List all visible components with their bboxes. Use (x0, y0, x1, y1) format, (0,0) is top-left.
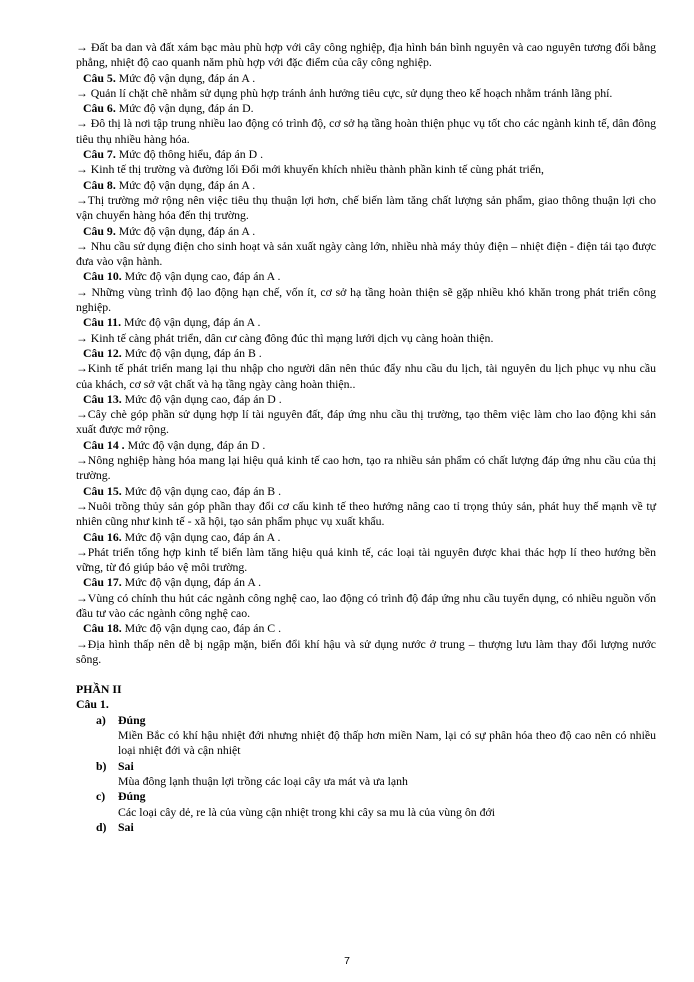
question-explanation: → Những vùng trình độ lao động hạn chế, vốn ít, cơ sở hạ tầng hoàn thiện sẽ gặp nhiều khó khăn trong phát triển công nghiệp. (76, 284, 656, 315)
question-header (76, 346, 656, 361)
question-label: Câu 14 . (83, 437, 125, 452)
question-header (76, 147, 656, 162)
statement-item (76, 759, 656, 790)
question-explanation: →Thị trường mở rộng nên việc tiêu thụ thuận lợi hơn, chế biến làm tăng chất lượng sản phẩm, giao thông thuận lợi cho vận chuyển hàng hóa đến thị trường. (76, 192, 656, 223)
statement-verdict: Đúng (118, 712, 146, 727)
question-level: Mức độ vận dụng cao, đáp án D . (121, 391, 282, 406)
question-label: Câu 7. (83, 147, 116, 162)
question-label: Câu 17. (83, 575, 122, 590)
question-header (76, 530, 656, 545)
answer-block (76, 621, 656, 667)
page-number: 7 (344, 955, 350, 967)
question-label: Câu 6. (83, 101, 116, 116)
answer-block (76, 101, 656, 147)
question-explanation: →Nuôi trồng thủy sản góp phần thay đổi cơ cấu kinh tế theo hướng nâng cao tỉ trọng thủy sản, phát huy thế mạnh về tự nhiên cũng như kinh tế - xã hội, tạo sản phẩm phục vụ xuất khẩu. (76, 498, 656, 529)
question-header (76, 392, 656, 407)
question-label: Câu 16. (83, 529, 122, 544)
intro-paragraph: → Đất ba dan và đất xám bạc màu phù hợp với cây công nghiệp, địa hình bán bình nguyên và cao nguyên tương đối bằng phẳng, nhiệt độ cao quanh năm phù hợp với đặc điểm của cây công nghiệp. (76, 40, 656, 70)
question-level: Mức độ vận dụng, đáp án A . (121, 315, 261, 330)
answer-block (76, 178, 656, 224)
question-header (76, 101, 656, 116)
question-label: Câu 10. (83, 269, 122, 284)
question-header (76, 484, 656, 499)
answer-block (76, 346, 656, 392)
question-level: Mức độ vận dụng, đáp án A . (121, 575, 262, 590)
statement-letter: d) (96, 819, 107, 834)
question-level: Mức độ vận dụng, đáp án D. (115, 101, 254, 116)
question-explanation: → Quản lí chặt chẽ nhằm sử dụng phù hợp tránh ảnh hưởng tiêu cực, sử dụng theo kế hoạch nhằm tránh lãng phí. (76, 85, 613, 100)
question-explanation: → Kinh tế càng phát triển, dân cư càng đông đúc thì mạng lưới dịch vụ càng hoàn thiện. (76, 330, 494, 345)
part-two-items (76, 713, 656, 835)
question-level: Mức độ vận dụng, đáp án A . (115, 177, 256, 192)
answer-block (76, 71, 656, 102)
question-level: Mức độ vận dụng cao, đáp án C . (121, 621, 282, 636)
question-header (76, 71, 656, 86)
statement-verdict: Sai (118, 819, 134, 834)
answer-block (76, 269, 656, 315)
question-level: Mức độ vận dụng, đáp án A . (115, 223, 256, 238)
question-level: Mức độ vận dụng cao, đáp án A . (121, 269, 281, 284)
question-explanation: → Đô thị là nơi tập trung nhiều lao động có trình độ, cơ sở hạ tầng hoàn thiện phục vụ tốt cho các ngành kinh tế, dân đông tiêu thụ nhiều hàng hóa. (76, 116, 656, 146)
question-header (76, 575, 656, 590)
question-level: Mức độ vận dụng, đáp án D . (124, 437, 266, 452)
question-level: Mức độ vận dụng cao, đáp án A . (121, 529, 281, 544)
answer-block (76, 438, 656, 484)
question-level: Mức độ vận dụng, đáp án B . (121, 345, 262, 360)
statement-letter: a) (96, 712, 106, 727)
answer-block (76, 530, 656, 576)
question-explanation: →Nông nghiệp hàng hóa mang lại hiệu quả kinh tế cao hơn, tạo ra nhiều sản phẩm có chất lượng đáp ứng nhu cầu của thị trường. (76, 453, 656, 483)
answers-list (76, 71, 656, 668)
statement-item (76, 713, 656, 759)
document-page (76, 40, 656, 835)
question-header (76, 224, 656, 239)
question-label: Câu 8. (83, 177, 116, 192)
statement-verdict: Sai (118, 758, 134, 773)
question-explanation: →Địa hình thấp nên dễ bị ngập mặn, biến đổi khí hậu và sử dụng nước ở trung – thượng lưu làm thay đổi lượng nước sông. (76, 636, 656, 666)
statement-letter: b) (96, 758, 107, 773)
question-label: Câu 15. (83, 483, 122, 498)
question-level: Mức độ thông hiểu, đáp án D . (115, 147, 264, 162)
question-explanation: →Vùng có chính thu hút các ngành công nghệ cao, lao động có trình độ đáp ứng nhu cầu tuyển dụng, có nhiều nguồn vốn đầu tư vào các ngành công nghệ cao. (76, 590, 656, 620)
statement-letter: c) (96, 789, 106, 804)
question-level: Mức độ vận dụng, đáp án A . (115, 70, 256, 85)
question-label: Câu 11. (83, 315, 122, 330)
answer-block (76, 575, 656, 621)
question-explanation: → Kinh tế thị trường và đường lối Đổi mới khuyến khích nhiều thành phần kinh tế cùng phát triển, (76, 162, 544, 177)
question-header (76, 269, 656, 284)
question-explanation: →Phát triển tổng hợp kinh tế biển làm tăng hiệu quả kinh tế, các loại tài nguyên được khai thác hợp lí theo hướng bền vững, từ đó giúp bảo vệ môi trường. (76, 544, 656, 575)
question-label: Câu 12. (83, 345, 122, 360)
question-explanation: →Cây chè góp phần sử dụng hợp lí tài nguyên đất, đáp ứng nhu cầu thị trường, tạo thêm việc làm cho lao động khi sản xuất được mở rộng. (76, 407, 656, 437)
statement-verdict: Đúng (118, 789, 146, 804)
statement-explanation: Các loại cây dẻ, re là của vùng cận nhiệt trong khi cây sa mu là của vùng ôn đới (118, 804, 496, 819)
statement-item (76, 820, 656, 835)
part-two-heading: PHẦN II (76, 682, 122, 697)
question-header (76, 621, 656, 636)
answer-block (76, 315, 656, 346)
answer-block (76, 392, 656, 438)
answer-block (76, 224, 656, 270)
statement-item (76, 789, 656, 820)
question-explanation: → Nhu cầu sử dụng điện cho sinh hoạt và sản xuất ngày càng lớn, nhiều nhà máy thủy điện – nhiệt điện - điện tái tạo được đưa vào vận hành. (76, 238, 656, 269)
question-label: Câu 13. (83, 391, 122, 406)
question-header (76, 178, 656, 193)
statement-explanation: Miền Bắc có khí hậu nhiệt đới nhưng nhiệt độ thấp hơn miền Nam, lại có sự phân hóa theo độ cao nên có nhiều loại nhiệt đới và cận nhiệt (118, 728, 656, 758)
statement-explanation: Mùa đông lạnh thuận lợi trồng các loại cây ưa mát và ưa lạnh (118, 773, 408, 788)
question-label: Câu 5. (83, 70, 116, 85)
question-explanation: →Kinh tế phát triển mang lại thu nhập cho người dân nên thúc đẩy nhu cầu du lịch, tài nguyên du lịch phục vụ nhu cầu của khách, cơ sở vật chất và hạ tầng ngày càng hoàn thiện.. (76, 361, 656, 391)
question-header (76, 315, 656, 330)
question-level: Mức độ vận dụng cao, đáp án B . (121, 483, 282, 498)
answer-block (76, 484, 656, 530)
answer-block (76, 147, 656, 178)
question-label: Câu 9. (83, 223, 116, 238)
question-header (76, 438, 656, 453)
question-label: Câu 18. (83, 621, 122, 636)
part-two-question-label: Câu 1. (76, 697, 109, 712)
